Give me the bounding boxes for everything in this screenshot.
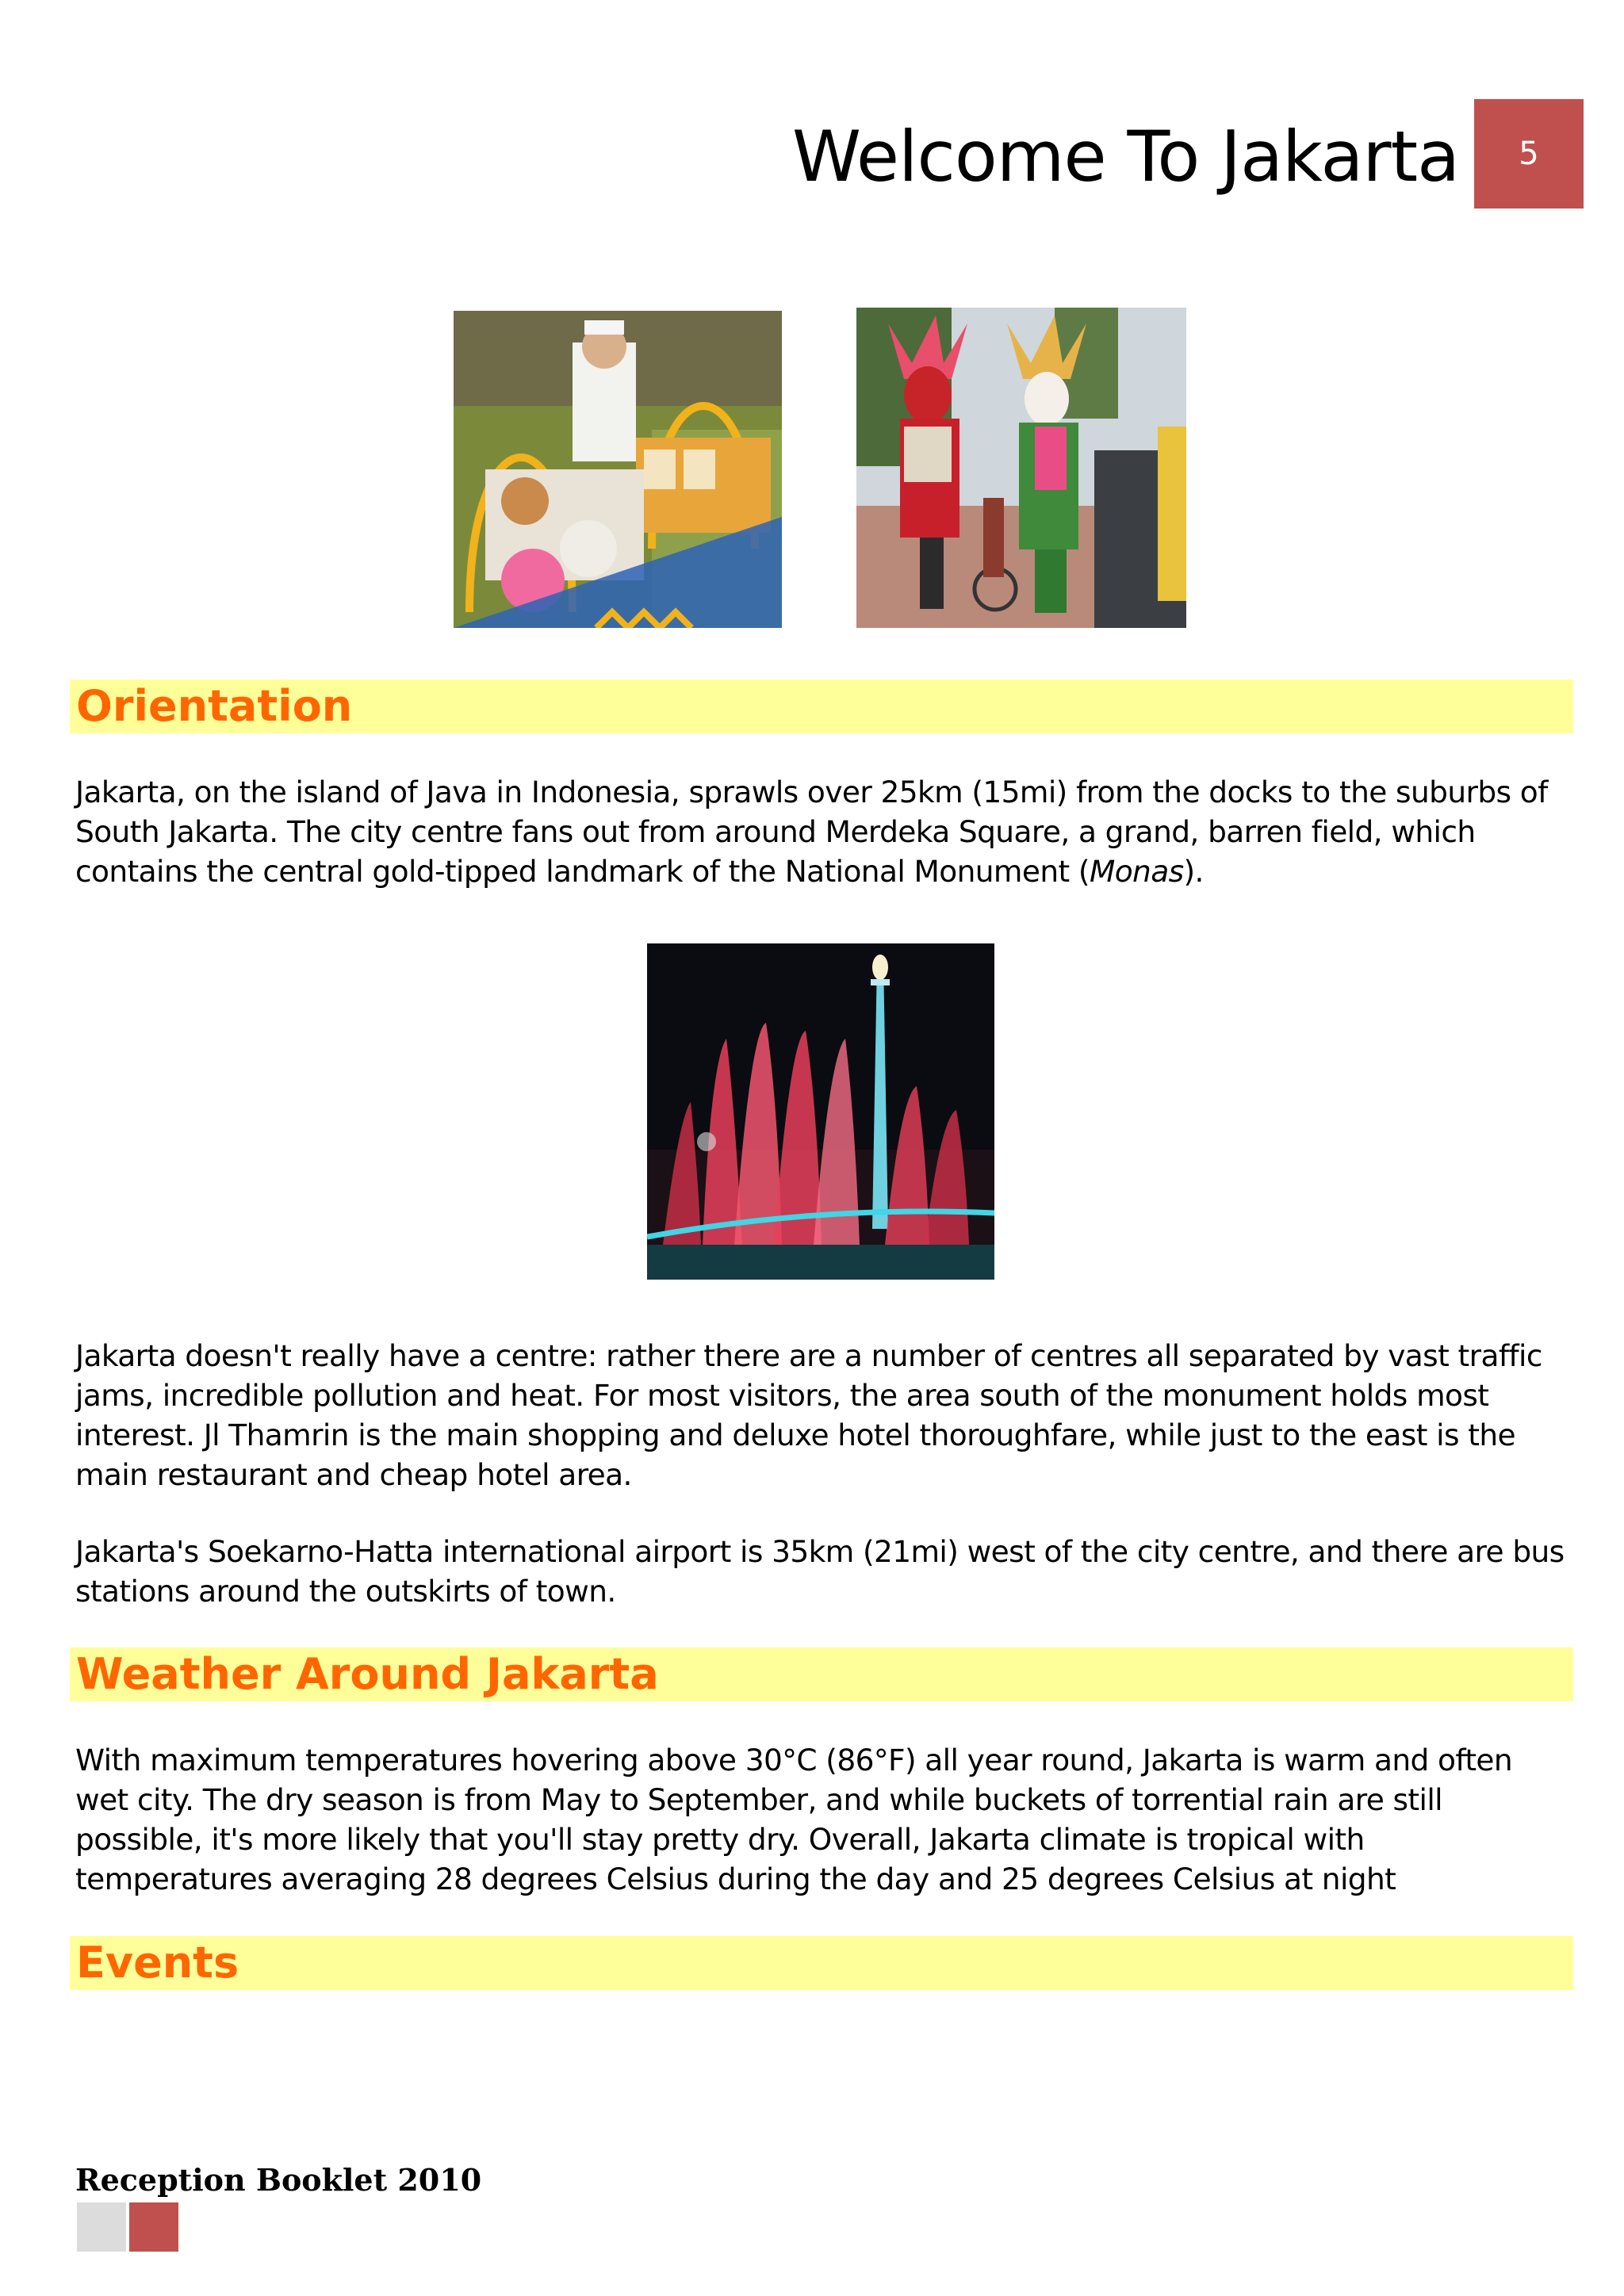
monas-fountain-photo: [647, 943, 994, 1280]
section-heading: Orientation: [76, 681, 353, 731]
footer-grey-square: [77, 2202, 126, 2252]
text-run: ).: [1183, 854, 1204, 889]
section-events-header: [70, 1936, 1573, 1990]
footer-text: Reception Booklet 2010: [75, 2162, 482, 2198]
text-run: Jakarta, on the island of Java in Indonesia, sprawls over 25km (15mi) from the docks to the suburbs of South Jakarta. The city centre fans out from around Merdeka Square, a grand, barren field, which contains the central gold-tipped landmark of the National Monument (: [75, 775, 1548, 889]
page-number-badge: 5: [1474, 99, 1584, 209]
section-weather-header: [70, 1647, 1573, 1701]
section-orientation-header: [70, 679, 1573, 733]
food-vendor-photo: [454, 311, 782, 628]
orientation-paragraph-2: Jakarta doesn't really have a centre: rather there are a number of centres all separated by vast traffic jams, incredible pollution and heat. For most visitors, the area south of the monument holds most interest. Jl Thamrin is the main shopping and deluxe hotel thoroughfare, while just to the east is the main restaurant and cheap hotel area.: [75, 1338, 1542, 1492]
footer-red-square: [129, 2202, 178, 2252]
orientation-paragraph-3: Jakarta's Soekarno-Hatta international airport is 35km (21mi) west of the city centre, and there are bus stations around the outskirts of town.: [75, 1534, 1565, 1609]
orientation-paragraph-1: [75, 772, 1566, 891]
section-heading: Weather Around Jakarta: [76, 1649, 659, 1699]
section-heading: Events: [76, 1938, 239, 1988]
italic-text: Monas: [1089, 854, 1184, 889]
page-title: Welcome To Jakarta: [792, 116, 1459, 197]
weather-paragraph: With maximum temperatures hovering above 30°C (86°F) all year round, Jakarta is warm and often wet city. The dry season is from May to September, and while buckets of torrential rain are still possible, it's more likely that you'll stay pretty dry. Overall, Jakarta climate is tropical with temperatures averaging 28 degrees Celsius during the day and 25 degrees Celsius at night: [75, 1743, 1513, 1896]
ondel-ondel-photo: [856, 308, 1186, 628]
